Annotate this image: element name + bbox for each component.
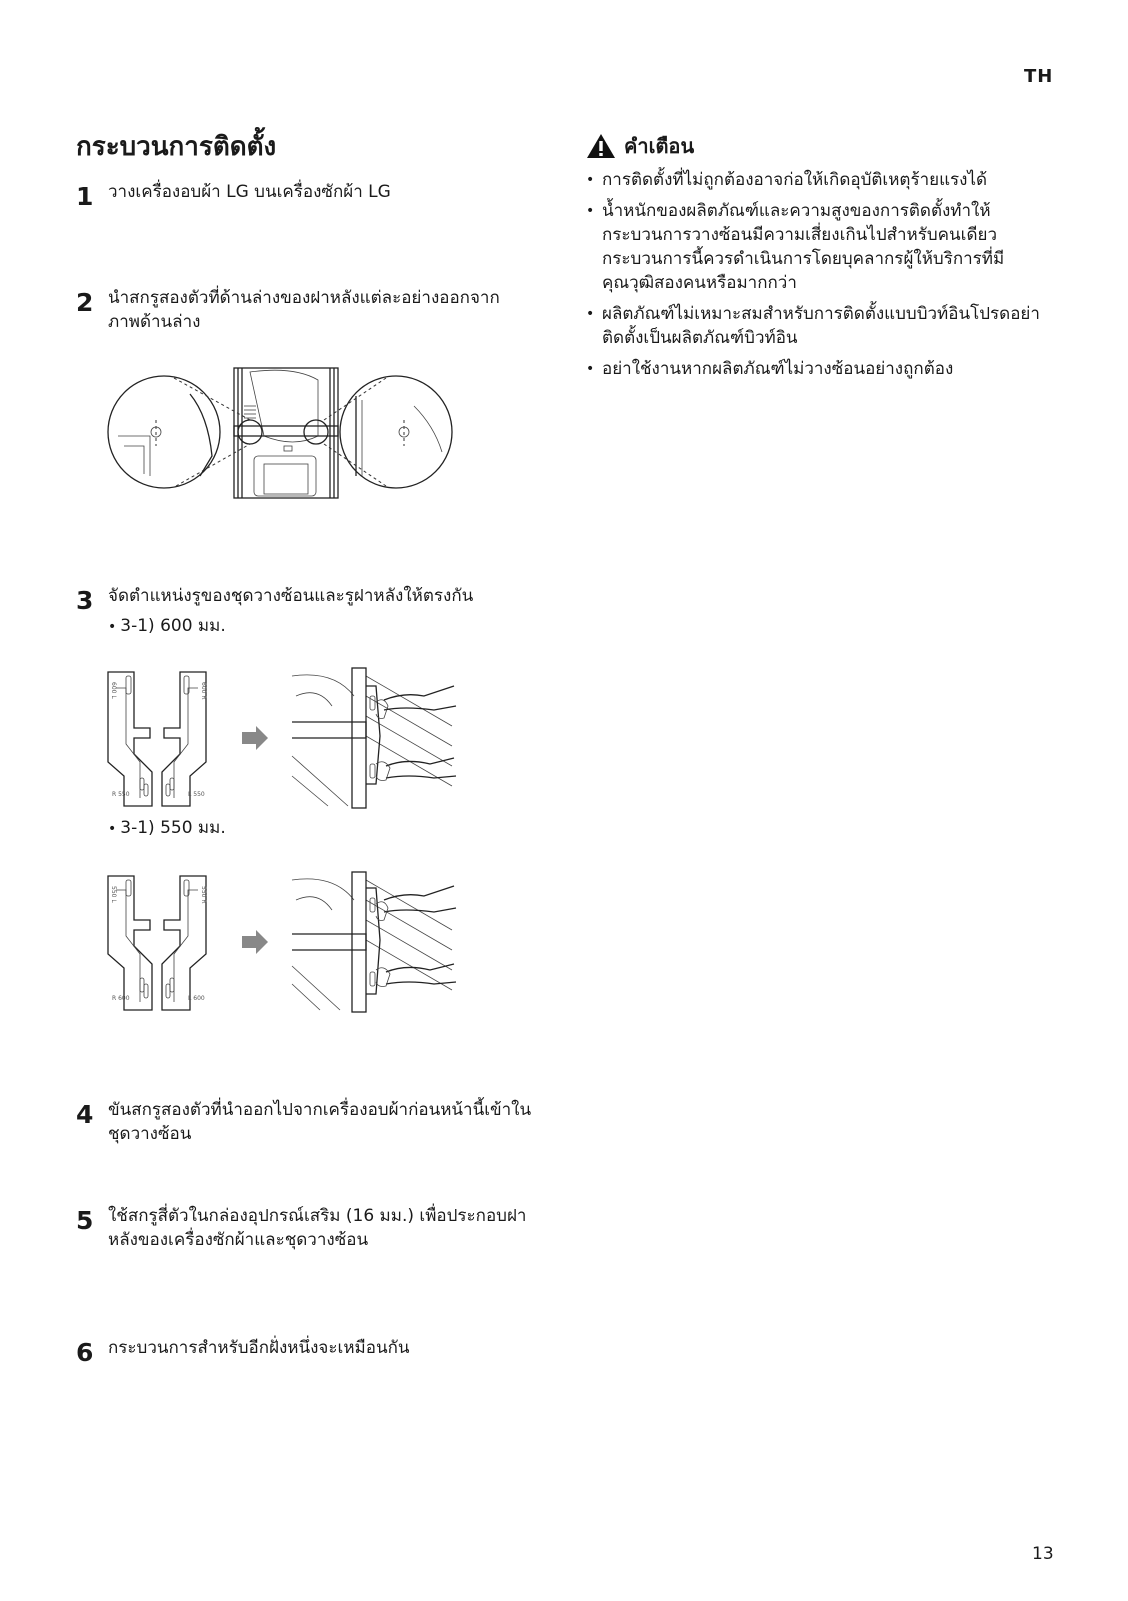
sub-item-text: 3-1) 550 มม. <box>120 818 226 838</box>
warning-header <box>586 130 1056 162</box>
warning-box <box>586 130 1056 388</box>
step-number: 5 <box>76 1206 94 1235</box>
warning-item: • ผลิตภัณฑ์ไม่เหมาะสมสำหรับการติดตั้งแบบบิวท์อินโปรดอย่าติดตั้งเป็นผลิตภัณฑ์บิวท์อิน <box>586 304 1040 348</box>
warning-triangle-icon <box>586 133 616 159</box>
step-text: ขันสกรูสองตัวที่นำออกไปจากเครื่องอบผ้าก่อนหน้านี้เข้าในชุดวางซ้อน <box>108 1100 532 1144</box>
sub-item-text: 3-1) 600 มม. <box>120 616 226 636</box>
warning-item: • การติดตั้งที่ไม่ถูกต้องอาจก่อให้เกิดอุบัติเหตุร้ายแรงได้ <box>586 170 988 190</box>
bracket-install-hands-550 <box>292 872 456 1012</box>
arrow-right-icon <box>242 930 268 954</box>
section-title: กระบวนการติดตั้ง <box>76 132 277 162</box>
step-text: นำสกรูสองตัวที่ด้านล่างของฝาหลังแต่ละอย่างออกจากภาพด้านล่าง <box>108 288 500 332</box>
bracket-label: 550 L <box>110 886 117 903</box>
step-number: 1 <box>76 182 94 211</box>
step-text: วางเครื่องอบผ้า LG บนเครื่องซักผ้า LG <box>108 182 391 202</box>
step-3 <box>76 584 556 615</box>
bracket-label: 600 R <box>200 682 207 700</box>
step-number: 3 <box>76 586 94 615</box>
language-tag: TH <box>1024 66 1054 87</box>
page-number: 13 <box>1032 1544 1054 1564</box>
warning-list <box>586 168 1056 381</box>
warning-item: • อย่าใช้งานหากผลิตภัณฑ์ไม่วางซ้อนอย่างถูกต้อง <box>586 359 954 379</box>
warning-item: • น้ำหนักของผลิตภัณฑ์และความสูงของการติดตั้งทำให้กระบวนการวางซ้อนมีความเสี่ยงเกินไปสำหรับคนเดียว กระบวนการนี้ควรดำเนินการโดยบุคลากรผู้ให้บริการที่มีคุณวุฒิสองคนหรือมากกว่า <box>586 201 1005 293</box>
step-5 <box>76 1204 536 1252</box>
bracket-install-hands-600 <box>292 668 456 808</box>
sub-item-550 <box>108 816 226 841</box>
step-text: ใช้สกรูสี่ตัวในกล่องอุปกรณ์เสริม (16 มม.) เพื่อประกอบฝาหลังของเครื่องซักผ้าและชุดวางซ้อน <box>108 1206 527 1250</box>
step-text: กระบวนการสำหรับอีกฝั่งหนึ่งจะเหมือนกัน <box>108 1338 410 1358</box>
step-number: 2 <box>76 288 94 317</box>
bracket-label: 550 R <box>200 886 207 904</box>
step-1 <box>76 180 556 211</box>
bracket-label: L 550 <box>188 791 205 798</box>
step-6 <box>76 1336 536 1367</box>
bracket-600-illustration <box>104 666 464 812</box>
bracket-label: R 550 <box>112 791 130 798</box>
bracket-label: L 600 <box>188 995 205 1002</box>
bracket-label: 600 L <box>110 682 117 699</box>
sub-item-600 <box>108 614 226 639</box>
warning-title: คำเตือน <box>624 134 695 158</box>
step-number: 4 <box>76 1100 94 1129</box>
step-number: 6 <box>76 1338 94 1367</box>
rear-screws-illustration <box>104 366 456 500</box>
bracket-550-illustration <box>104 870 464 1016</box>
bullet: • <box>108 821 117 837</box>
step-2 <box>76 286 516 334</box>
bullet: • <box>108 619 117 635</box>
bracket-label: R 600 <box>112 995 130 1002</box>
step-4 <box>76 1098 536 1146</box>
step-text: จัดตำแหน่งรูของชุดวางซ้อนและรูฝาหลังให้ตรงกัน <box>108 586 474 606</box>
arrow-right-icon <box>242 726 268 750</box>
